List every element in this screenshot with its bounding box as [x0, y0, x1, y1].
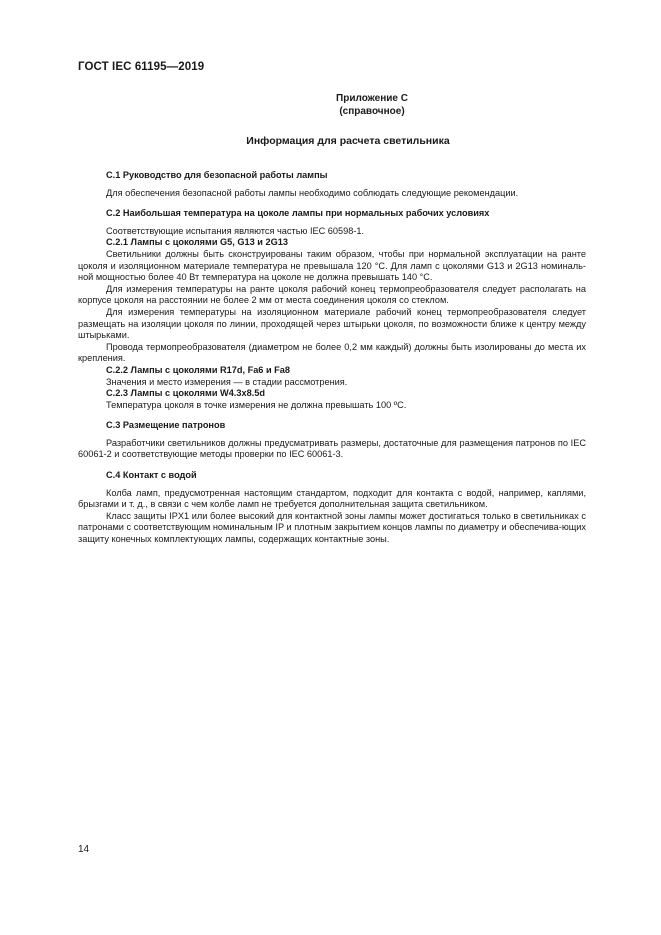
subsection-c22-heading: С.2.2 Лампы с цоколями R17d, Fa6 и Fa8 — [106, 364, 291, 375]
section-c4-paragraph-1: Колба ламп, предусмотренная настоящим стандартом, подходит для контакта с водой, например, каплями, брызгами и т. д., в связи с чем колбе ламп не требуется дополнительная защита светильником. — [78, 487, 586, 510]
subsection-c23-paragraph: Температура цоколя в точке измерения не должна превышать 100 ºС. — [106, 399, 407, 410]
page-number: 14 — [78, 844, 90, 855]
section-c2-heading: С.2 Наибольшая температура на цоколе лампы при нормальных рабочих условиях — [106, 208, 490, 219]
subsection-c21-paragraph-1: Светильники должны быть сконструированы таким образом, чтобы при нормальной эксплуатации на ранте цоколя и изоляционном материале температура не превышала 120 °С. Для ламп с цоколями G13 и 2G13 номиналь-ной мощностью более 40 Вт температура на цоколе не должна превышать 140 °С. — [78, 248, 586, 283]
page-title: Информация для расчета светильника — [246, 135, 450, 147]
annex-heading — [238, 92, 506, 118]
document-body — [78, 170, 586, 546]
section-c3-heading: С.3 Размещение патронов — [106, 420, 226, 431]
subsection-c22-paragraph: Значения и место измерения — в стадии рассмотрения. — [106, 376, 348, 387]
subsection-c21-heading: С.2.1 Лампы с цоколями G5, G13 и 2G13 — [106, 237, 288, 248]
section-c1-paragraph: Для обеспечения безопасной работы лампы необходимо соблюдать следующие рекомендации. — [106, 187, 519, 198]
subsection-c23-heading: С.2.3 Лампы с цоколями W4.3x8.5d — [106, 388, 265, 399]
annex-label: Приложение С — [336, 93, 408, 104]
subsection-c21-paragraph-2: Для измерения температуры на ранте цоколя рабочий конец термопреобразователя следует располагать на корпусе цоколя на расстоянии не более 2 мм от места соединения цоколя со стеклом. — [78, 283, 586, 306]
subsection-c21-paragraph-3: Для измерения температуры на изоляционном материале рабочий конец термопреобразователя следует размещать на изоляции цоколя по линии, проходящей через штырьки цоколя, по возможности ближе к центру между штырьками. — [78, 306, 586, 341]
section-c1-heading: С.1 Руководство для безопасной работы лампы — [106, 170, 328, 180]
subsection-c21-paragraph-4: Провода термопреобразователя (диаметром не более 0,2 мм каждый) должны быть изолированы до места их крепления. — [78, 341, 586, 364]
section-c2-paragraph: Соответствующие испытания являются частью IEC 60598-1. — [106, 225, 365, 236]
section-c4-paragraph-2: Класс защиты IPX1 или более высокий для контактной зоны лампы может достигаться только в светильниках с патронами с соответствующим номинальным IP и плотным закрытием концов лампы по диаметру и обеспечива-ющих защиту конечных комплектующих лампы, содержащих контактные зоны. — [78, 510, 586, 545]
annex-type: (справочное) — [339, 106, 405, 117]
standard-header: ГОСТ IEC 61195—2019 — [78, 61, 205, 73]
section-c4-heading: С.4 Контакт с водой — [106, 470, 197, 481]
section-c3-paragraph: Разработчики светильников должны предусматривать размеры, достаточные для размещения патронов по IEC 60061-2 и соответствующие методы проверки по IEC 60061-3. — [78, 437, 586, 460]
